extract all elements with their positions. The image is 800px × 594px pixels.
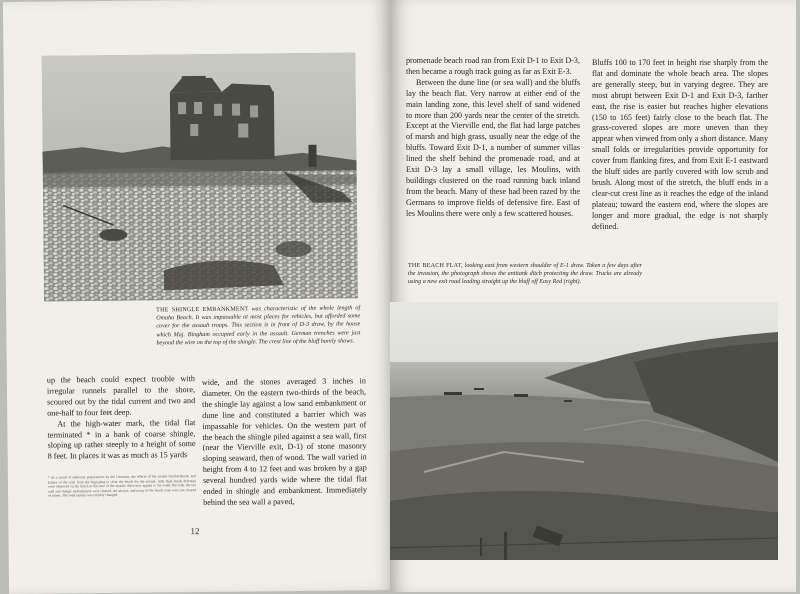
paragraph: Bluffs 100 to 170 feet in height rise sharply from the flat and dominate the whole beach area. The slopes are generally steep, but in varying degree. They are most abrupt between Exit D-1 and Exit D-3, farther east, the rise is easier but reaches higher elevations (150 to 165 feet) fairly close to the beach flat. The grass-covered slopes are more uneven than they appear when viewed from only a short distance. Many small folds or irregularities provide opportunity for cover from flanking fires, and from Exit E-1 eastward the bluff sides are partly covered with low scrub and brush. Along most of the stretch, the bluff ends in a clear-cut crest line as it reaches the edge of the inland plateau; toward the eastern end, where the slopes are longer and more gradual, the edge is not sharply defined. xyxy=(592,58,768,231)
beach-flat-photo xyxy=(390,302,778,560)
page-number: 12 xyxy=(190,526,200,537)
paragraph: At the high-water mark, the tidal flat terminated * in a bank of coarse shingle, sloping up rather steeply to a height of some 8 feet. In places it was as much as 15 yards xyxy=(47,417,196,461)
paragraph: up the beach could expect trouble with irregular runnels parallel to the shore, scoured out by the tidal current and two and one-half to four feet deep. xyxy=(46,374,196,418)
footnote: * As a result of elaborate preparations by the Germans, the effects of the assault bombardment, and failure of the craft from the beginning to clear the beach for the assault, little fluid beach defenses were observed on the beach at the time of the assault; there now appear to the south. Records, the sea wall and shingle embankment were cleared, not always, and many of the beach exits were not cleared of mines. The road system was entirely changed. xyxy=(47,474,197,498)
caption-lead: THE SHINGLE EMBANKMENT xyxy=(156,306,249,314)
right-page-column-1 xyxy=(406,56,580,220)
shingle-embankment-image xyxy=(41,52,358,301)
caption-text: looking east from western shoulder of E-1 draw. Taken a few days after the invasion, the photograph shows the antitank ditch protecting the draw. Trucks are already using a new exit road leading straight up the bluff off Easy Red (right). xyxy=(408,263,642,286)
shingle-embankment-caption xyxy=(156,304,360,347)
right-page xyxy=(390,0,796,592)
paragraph: promenade beach road ran from Exit D-1 to Exit D-3, then became a rough track going as far as Exit E-3. xyxy=(406,56,580,76)
beach-flat-image xyxy=(390,302,778,560)
paragraph: wide, and the stones averaged 3 inches in diameter. On the eastern two-thirds of the beach, the shingle lay against a low sand embankment or dune line and constituted a barrier which was impassable for vehicles. On the western part of the beach the shingle piled against a sea wall, first (near the Vierville exit, D-1) of stone masonry sloping seaward, then of wood. The wall varied in height from 4 to 12 feet and was broken by a gap several hundred yards wide where the tidal flat ended in shingle and embankment. Immediately behind the sea wall a paved, xyxy=(201,376,368,507)
right-page-column-2 xyxy=(592,58,768,233)
caption-lead: THE BEACH FLAT, xyxy=(408,263,463,269)
paragraph: Between the dune line (or sea wall) and the bluffs lay the beach flat. Very narrow at either end of the main landing zone, this level shelf of sand widened to more than 200 yards near the center of the stretch. Except at the Vierville end, the flat had large patches of marsh and high grass, usually near the edge of the bluffs. Toward Exit D-1, a number of summer villas lined the shelf behind the promenade road, and at Exit D-3 lay a small village, les Moulins, with buildings clustered on the road running back inland from the beach. Many of these had been razed by the Germans to improve fields of defensive fire. East of les Moulins there were only a few scattered houses. xyxy=(406,77,580,218)
left-page-column-1 xyxy=(47,374,196,463)
caption-text: was characteristic of the whole length of Omaha Beach. It was impassable at most places for vehicles, but afforded some cover for the assault troops. This section is in front of D-3 draw, by the house which Maj. Bingham occupied early in the assault. German trenches were just beyond the wire on the top of the shingle. The crest line of the bluff barely shows. xyxy=(156,305,361,347)
left-page xyxy=(3,0,397,594)
left-page-column-2 xyxy=(202,376,367,509)
shingle-embankment-photo xyxy=(41,52,358,301)
beach-flat-caption xyxy=(408,262,642,287)
